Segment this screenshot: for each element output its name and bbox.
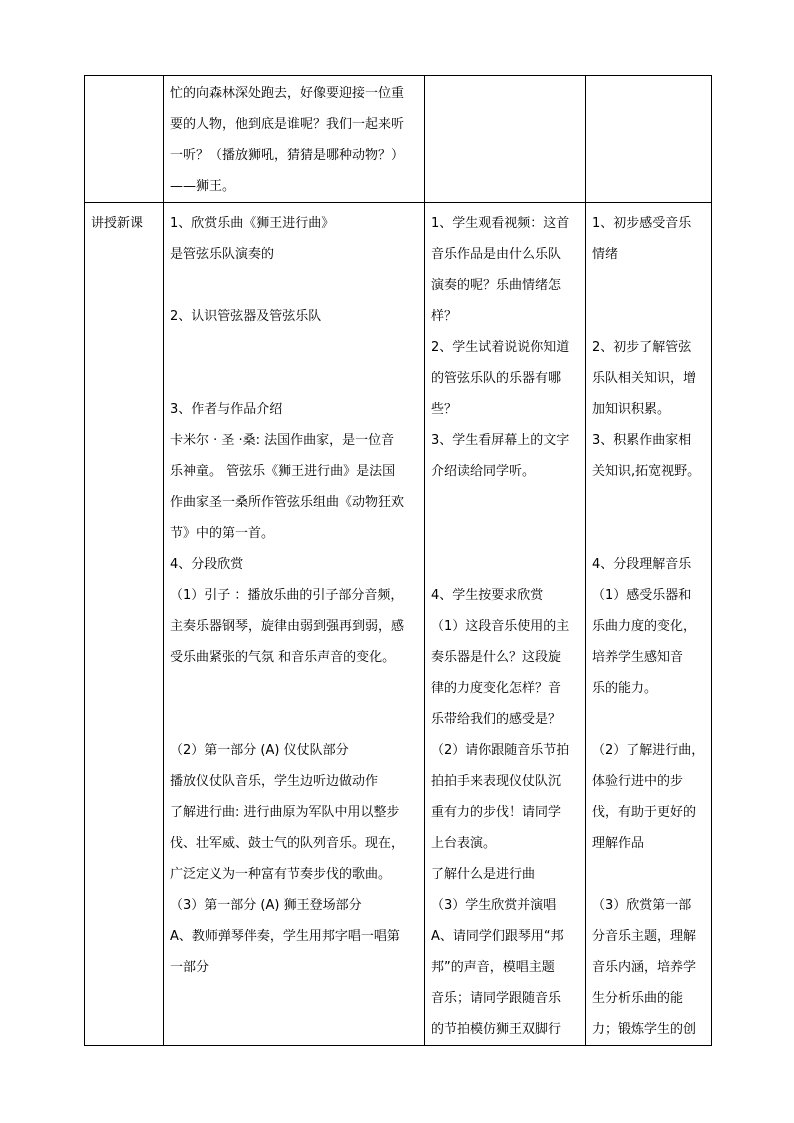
section-4-1-text: （1）引子 ：播放乐曲的引子部分音频， [170, 588, 404, 603]
student-4-text: A、请同学们跟琴用“邦 [431, 929, 564, 944]
intent-6-text: 分音乐主题，理解 [592, 929, 697, 944]
intro-line: 要的人物，他到底是谁呢？我们一起来听 [170, 117, 405, 132]
section-3-text: 作曲家圣一桑所作管弦乐组曲《动物狂欢 [170, 495, 405, 510]
intent-3-text: 关知识,拓宽视野。 [592, 464, 701, 479]
section-3-text: 卡米尔 · 圣 ·桑: 法国作曲家，是一位音 [170, 433, 395, 448]
section-4-3-text: 一部分 [170, 960, 210, 975]
student-2-text: 2、学生试着说说你知道 [431, 340, 570, 355]
student-4-text: 邦”的声音，模唱主题 [431, 960, 555, 975]
section-4-2-text: 播放仪仗队音乐，学生边听边做动作 [170, 774, 379, 789]
intent-3-text: 3、积累作曲家相 [592, 433, 692, 448]
student-activity-cell [425, 203, 586, 1046]
intent-1-text: 1、初步感受音乐 [592, 216, 692, 231]
student-4-text: 了解什么是进行曲 [431, 867, 536, 882]
stage-label: 讲授新课 [91, 216, 144, 231]
student-3-text: 介绍读给同学听。 [431, 464, 536, 479]
intent-4-text: 培养学生感知音 [592, 650, 684, 665]
student-4-text: 拍拍手来表现仪仗队沉 [431, 774, 562, 789]
spacer [592, 487, 705, 549]
student-4-text: 4、学生按要求欣赏 [431, 588, 544, 603]
intent-2-text: 加知识积累。 [592, 402, 671, 417]
teaching-row [85, 203, 712, 1046]
stage-cell-empty [85, 76, 164, 203]
teacher-content-cell [164, 203, 425, 1046]
stage-cell [85, 203, 164, 1046]
section-4-2-text: （2）第一部分 (A) 仪仗队部分 [170, 743, 349, 758]
student-4-text: 乐带给我们的感受是？ [431, 712, 562, 727]
section-4-2-text: 了解进行曲: 进行曲原为军队中用以整步 [170, 805, 400, 820]
intent-2-text: 乐队相关知识，增 [592, 371, 697, 386]
section-1-title: 1、欣赏乐曲《狮王进行曲》 [170, 216, 335, 231]
student-2-text: 些？ [431, 402, 458, 417]
intent-5-text: 伐，有助于更好的 [592, 805, 697, 820]
intro-line: 忙的向森林深处跑去，好像要迎接一位重 [170, 86, 405, 101]
student-1-text: 音乐作品是由什么乐队 [431, 247, 562, 262]
intent-cell-empty [586, 76, 712, 203]
student-4-text: （2）请你跟随音乐节拍 [431, 743, 570, 758]
student-4-text: 奏乐器是什么？这段旋 [431, 650, 562, 665]
spacer [592, 859, 705, 890]
intent-4-text: 乐曲力度的变化， [592, 619, 697, 634]
lesson-plan-table [84, 75, 712, 1046]
section-4-2-text: 伐、壮军威、鼓士气的队列音乐。现在， [170, 836, 405, 851]
intro-line: ——狮王。 [170, 179, 236, 194]
student-1-text: 演奏的呢？乐曲情绪怎 [431, 278, 562, 293]
spacer [592, 270, 705, 332]
student-3-text: 3、学生看屏幕上的文字 [431, 433, 570, 448]
intent-2-text: 2、初步了解管弦 [592, 340, 692, 355]
spacer [170, 673, 418, 735]
student-4-text: 律的力度变化怎样？音 [431, 681, 562, 696]
student-4-text: 音乐；请同学跟随音乐 [431, 991, 562, 1006]
intent-1-text: 情绪 [592, 247, 619, 262]
intent-5-text: 体验行进中的步 [592, 774, 684, 789]
student-4-text: 的节拍模仿狮王双脚行 [431, 1022, 562, 1037]
student-2-text: 的管弦乐队的乐器有哪 [431, 371, 562, 386]
section-4-3-text: （3）第一部分 (A) 狮王登场部分 [170, 898, 362, 913]
intro-content-cell [164, 76, 425, 203]
student-4-text: 重有力的步伐！请同学 [431, 805, 562, 820]
section-3-text: 乐神童。 管弦乐《狮王进行曲》是法国 [170, 464, 396, 479]
intro-row [85, 76, 712, 203]
section-4-1-text: 主奏乐器钢琴，旋律由弱到强再到弱，感 [170, 619, 405, 634]
section-3-text: 节》中的第一首。 [170, 526, 275, 541]
intent-5-text: （2）了解进行曲， [592, 743, 705, 758]
student-4-text: （3）学生欣赏并演唱 [431, 898, 557, 913]
intent-4-text: （1）感受乐器和 [592, 588, 692, 603]
section-4-3-text: A、教师弹琴伴奏，学生用邦字唱一唱第 [170, 929, 400, 944]
student-1-text: 样？ [431, 309, 458, 324]
intent-4-text: 乐的能力。 [592, 681, 658, 696]
section-2-title: 2、认识管弦器及管弦乐队 [170, 309, 322, 324]
intent-6-text: 力；锻炼学生的创 [592, 1022, 697, 1037]
spacer [170, 332, 418, 394]
student-cell-empty [425, 76, 586, 203]
intent-6-text: （3）欣赏第一部 [592, 898, 692, 913]
design-intent-cell [586, 203, 712, 1046]
spacer [170, 270, 418, 301]
intent-5-text: 理解作品 [592, 836, 645, 851]
intent-6-text: 音乐内涵，培养学 [592, 960, 697, 975]
student-1-text: 1、学生观看视频：这首 [431, 216, 570, 231]
section-3-title: 3、作者与作品介绍 [170, 402, 283, 417]
intent-4-text: 4、分段理解音乐 [592, 557, 692, 572]
intent-6-text: 生分析乐曲的能 [592, 991, 684, 1006]
spacer [431, 487, 579, 580]
section-4-title: 4、分段欣赏 [170, 557, 244, 572]
student-4-text: 上台表演。 [431, 836, 497, 851]
student-4-text: （1）这段音乐使用的主 [431, 619, 570, 634]
section-4-2-text: 广泛定义为一种富有节奏步伐的歌曲。 [170, 867, 392, 882]
section-4-1-text: 受乐曲紧张的气氛 和音乐声音的变化。 [170, 650, 396, 665]
spacer [592, 704, 705, 735]
intro-line: 一听？（播放狮吼，猜猜是哪种动物？） [170, 148, 405, 163]
section-1-text: 是管弦乐队演奏的 [170, 247, 275, 262]
